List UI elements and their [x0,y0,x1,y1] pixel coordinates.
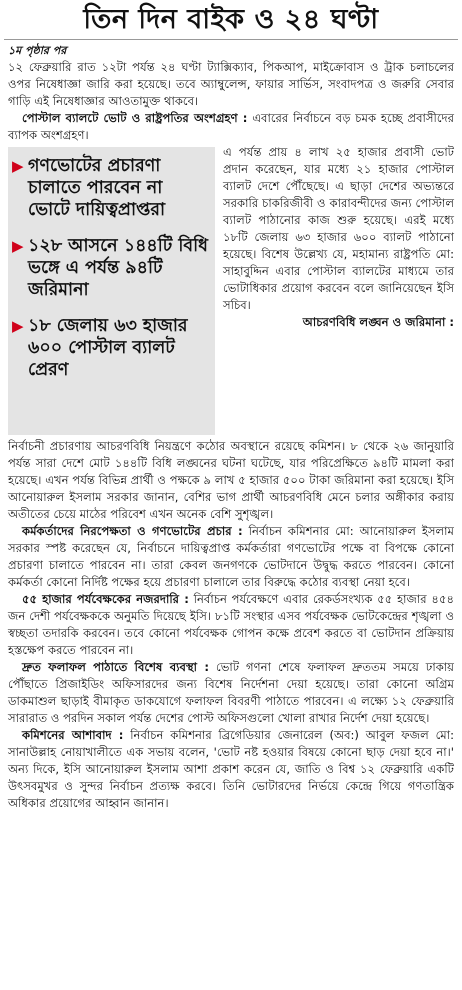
section-officials-title: কর্মকর্তাদের নিরপেক্ষতা ও গণভোটের প্রচার : [22,524,243,538]
section-observers-text: নির্বাচন পর্যবেক্ষণে এবার রেকর্ডসংখ্যক ৫৫ হাজার ৪৫৪ জন দেশী পর্যবেক্ষককে অনুমতি দিয়েছে ইসি। ৮১টি সংস্থার এসব পর্যবেক্ষক ভোটকেন্দ্রের শৃঙ্খলা ও স্বচ্ছতা তদারকি করবেন। তবে কোনো পর্যবেক্ষক গোপন কক্ষে প্রবেশ করতে বা ভোটদান প্রক্রিয়ায় হস্তক্ষেপ করতে পারবেন না। [8,592,454,657]
section-postal [8,110,454,144]
section-postal-text: এ পর্যন্ত প্রায় ৪ লাখ ২৫ হাজার প্রবাসী ভোট প্রদান করেছেন, যার মধ্যে ২১ হাজার পোস্টাল ব্যালট দেশে পৌঁছেছে। এ ছাড়া দেশের অভ্যন্তরে সরকারি চাকরিজীবী ও কারাবন্দীদের জন্য পোস্টাল ব্যালট পাঠানোর কাজ শুরু হয়েছে। এরই মধ্যে ১৮টি জেলায় ৬৩ হাজার ৬০০ ব্যালট পাঠানো হয়েছে। বিশেষ উল্লেখ্য যে, মহামান্য রাষ্ট্রপতি মো: সাহাবুদ্দিন এবার পোস্টাল ব্যালটের মাধ্যমে তার ভোটাধিকার প্রয়োগ করবেন বলে জানিয়েছেন ইসি সচিব। [223,145,454,312]
section-commission-text: নির্বাচন কমিশনার ব্রিগেডিয়ার জেনারেল (অব:) আবুল ফজল মো: সানাউল্লাহ নোয়াখালীতে এক সভায় বলেন, 'ভোট নষ্ট হওয়ার বিষয়ে কোনো ছাড় দেয়া হবে না।' অন্য দিকে, ইসি আনোয়ারুল ইসলাম আশা প্রকাশ করেন যে, জাতি ও বিশ্ব ১২ ফেব্রুয়ারি একটি উৎসবমুখর ও সুন্দর নির্বাচন প্রত্যক্ষ করবে। তিনি ভোটারদের নির্ভয়ে কেন্দ্রে গিয়ে গণতান্ত্রিক অধিকার প্রয়োগের আহ্বান জানান। [8,728,455,810]
headline: তিন দিন বাইক ও ২৪ ঘণ্টা [83,4,379,35]
continued-label: ১ম পৃষ্ঠার পর [8,44,67,57]
highlight-item [12,235,209,301]
article-body [0,42,462,812]
arrow-icon: ▶ [12,157,24,175]
section-results-title: দ্রুত ফলাফল পাঠাতে বিশেষ ব্যবস্থা : [22,660,210,674]
section-commission [8,727,454,812]
intro-paragraph: ১২ ফেব্রুয়ারি রাত ১২টা পর্যন্ত ২৪ ঘণ্টা ট্যাক্সিক্যাব, পিকআপ, মাইক্রোবাস ও ট্রাক চলাচলের ওপর নিষেধাজ্ঞা জারি করা হয়েছে। তবে অ্যাম্বুলেন্স, ফায়ার সার্ভিস, সংবাদপত্র ও জরুরি সেবার গাড়ি এই নিষেধাজ্ঞার আওতামুক্ত থাকবে। [8,60,454,108]
section-results-text: ভোট গণনা শেষে ফলাফল দ্রুততম সময়ে ঢাকায় পৌঁছাতে প্রিজাইডিং অফিসারদের জন্য বিশেষ নির্দেশনা দেয়া হয়েছে। তারা কোনো অগ্রিম ডাকমাশুল ছাড়াই বীমাকৃত ডাকযোগে ফলাফল বিবরণী পাঠাতে পারবেন। এ লক্ষ্যে ১২ ফেব্রুয়ারি সারারাত ও পরদিন সকাল পর্যন্ত দেশের পোস্ট অফিসগুলো খোলা রাখার নির্দেশ দেয়া হয়েছে। [8,660,454,725]
section-postal-title: পোস্টাল ব্যালটে ভোট ও রাষ্ট্রপতির অংশগ্রহণ : [22,111,248,125]
section-commission-title: কমিশনের আশাবাদ : [22,728,124,742]
section-violation-text: নির্বাচনী প্রচারণায় আচরণবিধি নিয়ন্ত্রণে কঠোর অবস্থানে রয়েছে কমিশন। ৮ থেকে ২৬ জানুয়ারি পর্যন্ত সারা দেশে মোট ১৪৪টি বিধি লঙ্ঘনের ঘটনা ঘটেছে, যার পরিপ্রেক্ষিতে ৯৪টি মামলা করা হয়েছে। এখন পর্যন্ত বিভিন্ন প্রার্থী ও পক্ষকে ৯ লাখ ৫ হাজার ৫০০ টাকা জরিমানা করা হয়েছে। ইসি আনোয়ারুল ইসলাম সরকার জানান, বেশির ভাগ প্রার্থী আচরণবিধি মেনে চলার অঙ্গীকার করায় অতীতের চেয়ে মাঠের পরিবেশ এখন অনেক বেশি সুশৃঙ্খল। [8,439,454,521]
section-officials-text: নির্বাচন কমিশনার মো: আনোয়ারুল ইসলাম সরকার স্পষ্ট করেছেন যে, নির্বাচনে দায়িত্বপ্রাপ্ত কর্মকর্তারা গণভোটের পক্ষে বা বিপক্ষে কোনো প্রচারণা চালাতে পারবেন না। তারা কেবল জনগণকে ভোটদানে উদ্বুদ্ধ করতে পারবেন। কোনো কর্মকর্তা কোনো নির্দিষ্ট পক্ষের হয়ে প্রচারণা চালালে তার বিরুদ্ধে কঠোর ব্যবস্থা নেয়া হবে। [8,524,454,589]
divider [4,39,458,40]
highlight-text: ১৮ জেলায় ৬৩ হাজার ৬০০ পোস্টাল ব্যালট প্রেরণ [28,316,188,380]
section-postal-lead: এবারের নির্বাচনে বড় চমক হচ্ছে প্রবাসীদের ব্যাপক অংশগ্রহণ। [8,111,454,142]
section-officials [8,523,454,591]
highlight-item [12,155,209,221]
arrow-icon: ▶ [12,237,24,255]
highlight-text: ১২৮ আসনে ১৪৪টি বিধি ভঙ্গে এ পর্যন্ত ৯৪টি জরিমানা [28,236,208,300]
highlight-text: গণভোটের প্রচারণা চালাতে পারবেন না ভোটে দায়িত্বপ্রাপ্তরা [28,156,166,220]
section-results [8,659,454,727]
highlight-box [8,147,215,435]
section-observers [8,591,454,659]
arrow-icon: ▶ [12,317,24,335]
highlight-item [12,315,209,381]
section-observers-title: ৫৫ হাজার পর্যবেক্ষকের নজরদারি : [22,592,189,606]
section-violation-title: আচরণবিধি লঙ্ঘন ও জরিমানা : [302,315,454,329]
